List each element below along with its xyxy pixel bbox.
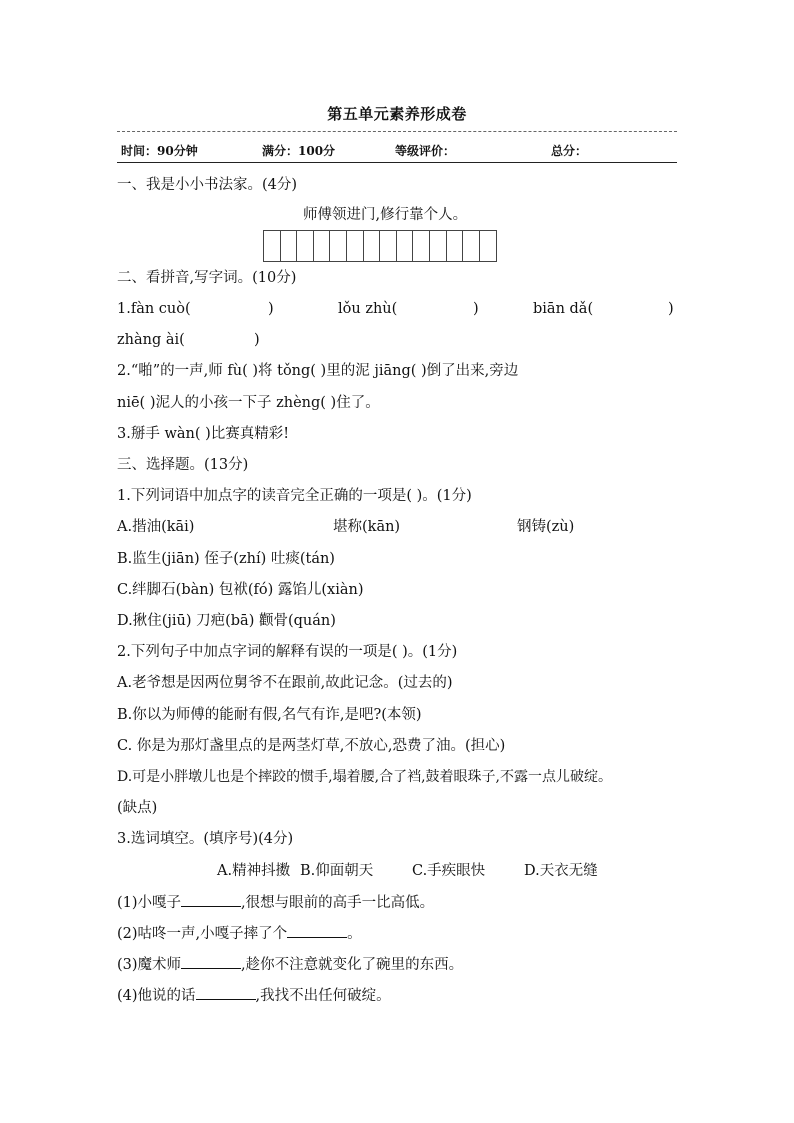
header-dash-divider [117,131,677,132]
grid-cell[interactable] [430,231,447,261]
header-solid-divider [117,162,677,163]
q3-1-option-a1: A.揩油(kāi) [117,519,195,535]
grid-cell[interactable] [447,231,464,261]
q2-2-line1: 2.“啪”的一声,师 fù( )将 tǒng( )里的泥 jiāng( )倒了出来,旁边 [117,363,519,379]
fill-2-prefix: (2)咕咚一声,小嘎子摔了个 [117,926,288,942]
info-total: 总分： [551,144,588,158]
fill-1-prefix: (1)小嘎子 [117,895,182,911]
q3-1-option-c: C.绊脚石(bàn) 包袱(fó) 露馅儿(xiàn) [117,582,364,598]
q3-2-option-c: C. 你是为那灯盏里点的是两茎灯草,不放心,恐费了油。(担心) [117,738,506,754]
grid-cell[interactable] [480,231,497,261]
q3-1-option-a2: 堪称(kān) [333,519,401,535]
grid-cell[interactable] [314,231,331,261]
fill-1-suffix: ,很想与眼前的高手一比高低。 [241,895,435,911]
grid-cell[interactable] [281,231,298,261]
q3-3-fill-2 [117,923,362,944]
q3-2-option-d-note: (缺点) [117,800,158,816]
writing-grid [263,230,497,262]
grid-cell[interactable] [397,231,414,261]
q3-2-option-a: A.老爷想是因两位舅爷不在跟前,故此记念。(过去的) [117,675,453,691]
section1-sentence: 师傅领进门,修行靠个人。 [303,207,468,223]
section1-heading: 一、我是小小书法家。(4分) [117,177,298,193]
info-full-score: 满分：100分 [262,144,336,158]
q2-1c: biān dǎ( [533,301,594,317]
q3-3-option-c: C.手疾眼快 [412,863,486,879]
section3-heading: 三、选择题。(13分) [117,457,249,473]
q3-3-option-d: D.天衣无缝 [524,863,598,879]
q3-1-option-b: B.监生(jiān) 侄子(zhí) 吐痰(tán) [117,551,335,567]
q3-3-fill-1 [117,892,434,913]
fill-3-suffix: ,趁你不注意就变化了碗里的东西。 [241,957,464,973]
answer-blank[interactable] [196,985,256,1000]
q3-2-option-d: D.可是小胖墩儿也是个摔跤的惯手,塌着腰,合了裆,鼓着眼珠子,不露一点儿破绽。 [117,769,612,785]
fill-3-prefix: (3)魔术师 [117,957,182,973]
q2-1d-close: ) [254,332,260,348]
grid-cell[interactable] [347,231,364,261]
info-grade: 等级评价： [395,144,456,158]
q2-1b-close: ) [473,301,479,317]
grid-cell[interactable] [330,231,347,261]
q2-1a-close: ) [268,301,274,317]
grid-cell[interactable] [463,231,480,261]
q3-3-option-a: A.精神抖擞 [217,863,291,879]
q2-2-line2: niē( )泥人的小孩一下子 zhèng( )住了。 [117,395,380,411]
q2-1c-close: ) [668,301,674,317]
q3-3-option-b: B.仰面朝天 [300,863,374,879]
q3-1-option-a3: 钢铸(zù) [517,519,575,535]
answer-blank[interactable] [181,892,241,907]
q3-1: 1.下列词语中加点字的读音完全正确的一项是( )。(1分) [117,488,472,504]
q2-1d: zhàng ài( [117,332,185,348]
q3-3: 3.选词填空。(填序号)(4分) [117,831,294,847]
q3-3-fill-4 [117,985,391,1006]
q2-3: 3.掰手 wàn( )比赛真精彩! [117,426,290,442]
answer-blank[interactable] [287,923,347,938]
grid-cell[interactable] [297,231,314,261]
q3-3-fill-3 [117,954,463,975]
answer-blank[interactable] [181,954,241,969]
q3-1-option-d: D.揪住(jiū) 刀疤(bā) 颧骨(quán) [117,613,336,629]
section2-heading: 二、看拼音,写字词。(10分) [117,270,297,286]
page-title: 第五单元素养形成卷 [327,105,467,123]
grid-cell[interactable] [413,231,430,261]
fill-2-suffix: 。 [347,926,362,942]
grid-cell[interactable] [364,231,381,261]
fill-4-suffix: ,我找不出任何破绽。 [255,988,391,1004]
q3-2: 2.下列句子中加点字词的解释有误的一项是( )。(1分) [117,644,458,660]
grid-cell[interactable] [264,231,281,261]
q3-2-option-b: B.你以为师傅的能耐有假,名气有诈,是吧?(本领) [117,707,422,723]
q2-1a: 1.fàn cuò( [117,301,191,317]
grid-cell[interactable] [380,231,397,261]
q2-1b: lǒu zhù( [338,301,398,317]
info-time: 时间：90分钟 [121,144,198,158]
fill-4-prefix: (4)他说的话 [117,988,196,1004]
